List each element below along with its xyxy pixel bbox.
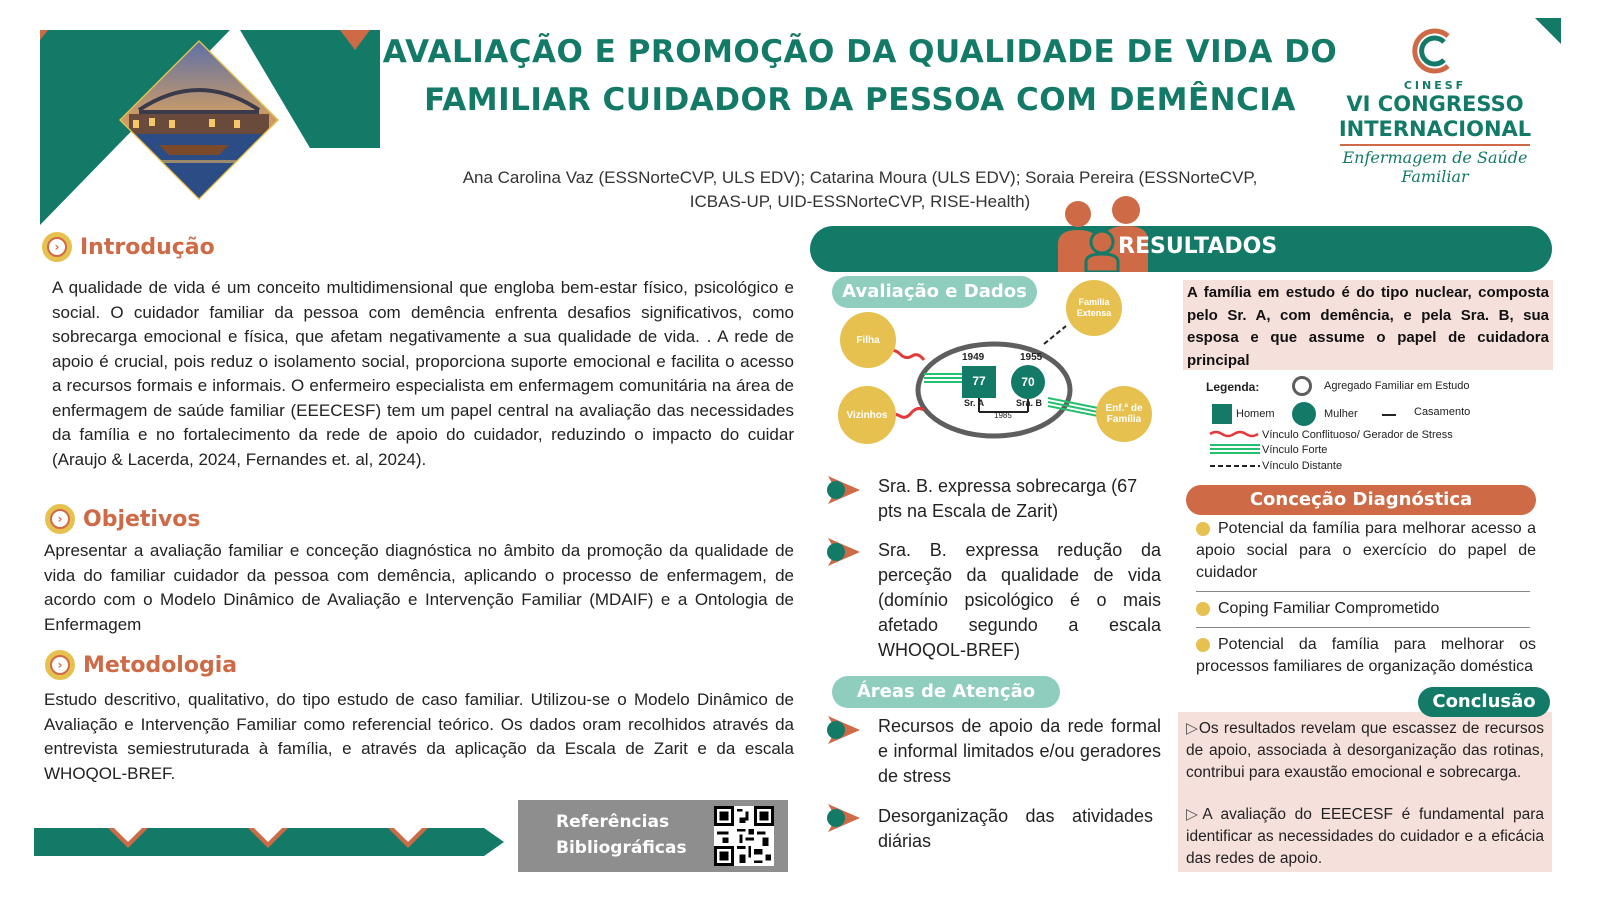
chevron-right-icon: › xyxy=(45,650,75,680)
ecomap xyxy=(830,280,1170,470)
footer-banner xyxy=(34,822,504,867)
legend-agregado-icon xyxy=(1292,376,1312,396)
marriage-year: 1985 xyxy=(994,411,1012,420)
area-item-1 xyxy=(824,714,1164,789)
authors-line-2: ICBAS-UP, UID-ESSNorteCVP, RISE-Health) xyxy=(689,192,1031,211)
ecomap-node-vizinhos: Vizinhos xyxy=(838,386,896,444)
diagnostico-item-3 xyxy=(1196,634,1536,678)
legend-title: Legenda: xyxy=(1206,380,1260,394)
area-item-2 xyxy=(824,804,1164,854)
references-label-2: Bibliográficas xyxy=(556,838,687,858)
diagnostico-text-3: Potencial da família para melhorar os processos familiares de organização doméstica xyxy=(1196,636,1536,675)
legend-mulher-icon xyxy=(1292,402,1316,426)
logo-line-2: INTERNACIONAL xyxy=(1338,117,1532,141)
logo-script: Enfermagem de Saúde Familiar xyxy=(1342,148,1528,186)
name-sr-a: Sr. A xyxy=(964,398,985,408)
diagnostico-text-2: Coping Familiar Comprometido xyxy=(1218,600,1440,617)
authors xyxy=(380,166,1340,214)
objetivos-heading xyxy=(45,504,201,534)
bullet-dot-icon xyxy=(1196,602,1210,616)
metodologia-heading-label: Metodologia xyxy=(83,652,238,678)
ecomap-node-familia-extensa: Família Extensa xyxy=(1066,280,1122,336)
area-text-1: Recursos de apoio da rede formal e informal limitados e/ou geradores de stress xyxy=(878,716,1161,786)
legend xyxy=(1200,374,1560,474)
result-item-1 xyxy=(824,474,1164,524)
family-description: A família em estudo é do tipo nuclear, composta pelo Sr. A, com demência, e pela Sra. B, sua esposa e que assume o papel de cuidadora principal xyxy=(1187,284,1549,369)
logo-line-1: VI CONGRESSO xyxy=(1346,92,1524,116)
logo-rule xyxy=(1340,144,1530,146)
legend-line-icons xyxy=(1208,428,1264,474)
divider xyxy=(1196,591,1530,592)
intro-heading-label: Introdução xyxy=(80,234,215,260)
triangle-bullet-icon: ▷ xyxy=(1186,720,1199,737)
cinesf-logo-icon xyxy=(1410,26,1460,76)
objetivos-heading-label: Objetivos xyxy=(83,506,201,532)
intro-heading xyxy=(42,232,215,262)
arrow-bullet-icon xyxy=(824,538,864,566)
results-heading: RESULTADOS xyxy=(1118,234,1278,259)
qr-code[interactable] xyxy=(714,806,774,866)
references-box[interactable] xyxy=(518,800,788,872)
age-sra-b: 70 xyxy=(1021,375,1035,389)
legend-conflituoso: Vínculo Conflituoso/ Gerador de Stress xyxy=(1262,429,1453,441)
divider xyxy=(1196,627,1530,628)
legend-forte: Vínculo Forte xyxy=(1262,444,1328,456)
year-sra-b: 1955 xyxy=(1020,352,1043,363)
objetivos-text: Apresentar a avaliação familiar e conceção diagnóstica no âmbito da promoção da qualidade de vida do familiar cuidador da pessoa com demência, aplicando o processo de enfermagem, de acordo com o Modelo Dinâmico de Avaliação e Intervenção Familiar (MDAIF) e a Ontologia de Enfermagem xyxy=(44,541,794,634)
legend-casamento: Casamento xyxy=(1414,406,1471,418)
areas-pill: Áreas de Atenção xyxy=(832,676,1060,708)
chevron-right-icon: › xyxy=(42,232,72,262)
name-sra-b: Sra. B xyxy=(1016,398,1043,408)
city-photo xyxy=(119,40,279,200)
area-text-2: Desorganização das atividades diárias xyxy=(878,806,1153,851)
conclusao-heading: Conclusão xyxy=(1418,687,1550,717)
year-sr-a: 1949 xyxy=(962,352,985,363)
bullet-dot-icon xyxy=(1196,638,1210,652)
intro-text: A qualidade de vida é um conceito multidimensional que engloba bem-estar físico, psicológico e social. O cuidador familiar da pessoa com demência enfrenta desafios significativos, como sobrecarga emocional e física, que afetam negativamente a sua qualidade de vida. . A rede de apoio é crucial, pois reduz o isolamento social, proporciona suporte emocional e facilita o acesso a recursos formais e informais. O enfermeiro especialista em enfermagem comunitária na área de enfermagem de saúde familiar (EEECESF) tem um papel central na avaliação das necessidades da família e no fortalecimento da rede de apoio do cuidador, reduzindo o impacto do cuidar (Araujo & Lacerda, 2024, Fernandes et. al, 2024). xyxy=(52,278,794,469)
avaliacao-pill: Avaliação e Dados xyxy=(832,276,1037,308)
authors-line-1: Ana Carolina Vaz (ESSNorteCVP, ULS EDV); Catarina Moura (ULS EDV); Soraia Pereira (ESSNorteCVP, xyxy=(462,168,1258,187)
conclusao-text-2: A avaliação do EEECESF é fundamental para identificar as necessidades do cuidador e a eficácia das redes de apoio. xyxy=(1186,806,1545,867)
congress-logo xyxy=(1320,26,1550,186)
age-sr-a: 77 xyxy=(972,374,986,388)
conclusao-text-1: Os resultados revelam que escassez de recursos de apoio, associada à desorganização das rotinas, contribui para exaustão emocional e sobrecarga. xyxy=(1186,720,1545,781)
arrow-bullet-icon xyxy=(824,716,864,744)
result-text-2: Sra. B. expressa redução da perceção da qualidade de vida (domínio psicológico é o mais afetado segundo a escala WHOQOL-BREF) xyxy=(878,540,1161,660)
result-text-1: Sra. B. expressa sobrecarga (67 pts na Escala de Zarit) xyxy=(878,476,1138,521)
diagnostico-text-1: Potencial da família para melhorar acesso a apoio social para o exercício do papel de cuidador xyxy=(1196,520,1536,581)
conclusao-item-1 xyxy=(1186,718,1544,784)
diagnostico-item-2 xyxy=(1196,598,1536,620)
ecomap-node-enf-familia: Enf.ª de Família xyxy=(1096,386,1152,442)
arrow-bullet-icon xyxy=(824,804,864,832)
references-label-1: Referências xyxy=(556,812,670,832)
legend-agregado: Agregado Familiar em Estudo xyxy=(1324,380,1470,392)
result-item-2 xyxy=(824,538,1164,663)
diagnostico-heading: Conceção Diagnóstica xyxy=(1186,485,1536,515)
legend-mulher: Mulher xyxy=(1324,408,1358,420)
conclusao-item-2 xyxy=(1186,804,1544,870)
bullet-dot-icon xyxy=(1196,522,1210,536)
metodologia-heading xyxy=(45,650,237,680)
poster-title: AVALIAÇÃO E PROMOÇÃO DA QUALIDADE DE VIDA DO FAMILIAR CUIDADOR DA PESSOA COM DEMÊNCIA xyxy=(382,34,1338,118)
legend-homem-icon xyxy=(1212,404,1232,424)
logo-brand: CINESF xyxy=(1403,79,1467,92)
legend-homem: Homem xyxy=(1236,408,1275,420)
ecomap-node-filha: Filha xyxy=(840,312,896,368)
arrow-bullet-icon xyxy=(824,476,864,504)
legend-distante: Vínculo Distante xyxy=(1262,460,1343,472)
legend-casamento-line xyxy=(1382,414,1396,416)
triangle-bullet-icon: ▷ xyxy=(1186,806,1203,823)
chevron-right-icon: › xyxy=(45,504,75,534)
metodologia-text: Estudo descritivo, qualitativo, do tipo estudo de caso familiar. Utilizou-se o Modelo Dinâmico de Avaliação e Intervenção Familiar como referencial teórico. Os dados oram recolhidos através da entrevista semiestruturada à família, e através da aplicação da Escala de Zarit e da escala WHOQOL-BREF. xyxy=(44,690,794,783)
diagnostico-item-1 xyxy=(1196,518,1536,584)
family-description-box xyxy=(1183,280,1553,370)
